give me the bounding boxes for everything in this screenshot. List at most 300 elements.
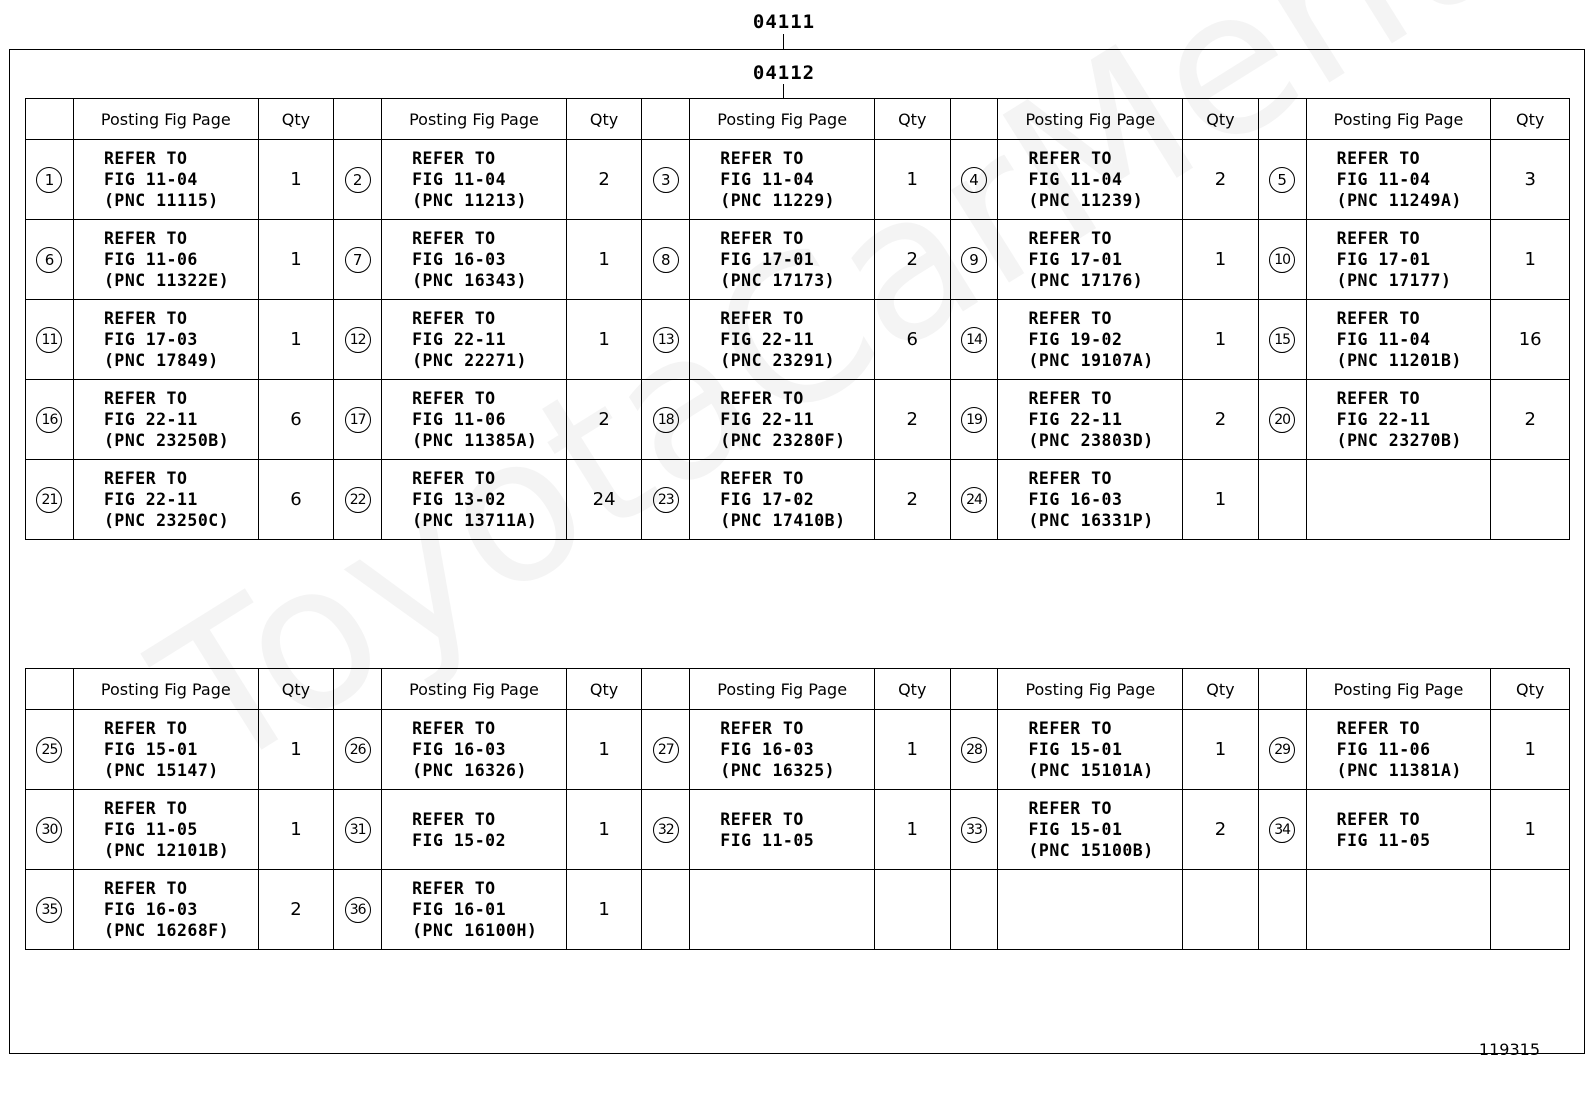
item-number-badge: 21 (36, 487, 62, 513)
item-number-badge: 32 (653, 817, 679, 843)
item-number-cell (26, 460, 74, 540)
item-number-badge: 19 (961, 407, 987, 433)
posting-reference-cell (73, 710, 258, 790)
reference-line-refer-to: REFER TO (103, 799, 188, 818)
quantity-cell: 2 (566, 140, 642, 220)
posting-reference-cell (998, 300, 1183, 380)
quantity-cell (875, 870, 951, 950)
posting-reference-cell (1306, 460, 1491, 540)
header-qty: Qty (1491, 669, 1570, 710)
reference-line-fig: FIG 11-05 (103, 820, 198, 839)
item-number-badge: 12 (345, 327, 371, 353)
item-number-cell (1258, 380, 1306, 460)
table-row (26, 220, 1570, 300)
quantity-cell: 6 (258, 380, 334, 460)
posting-reference-cell (73, 460, 258, 540)
item-number-cell (334, 220, 382, 300)
reference-line-refer-to: REFER TO (412, 229, 496, 248)
header-qty: Qty (258, 99, 334, 140)
item-number-cell (642, 300, 690, 380)
item-number-cell (334, 870, 382, 950)
header-posting-fig-page: Posting Fig Page (1306, 669, 1491, 710)
reference-line-fig: FIG 15-02 (412, 830, 507, 850)
item-number-cell (334, 710, 382, 790)
reference-line-refer-to: REFER TO (412, 389, 496, 408)
reference-line-pnc: (PNC 16326) (412, 761, 527, 780)
quantity-cell: 6 (875, 300, 951, 380)
reference-line-pnc: (PNC 19107A) (1028, 351, 1154, 370)
reference-line-refer-to: REFER TO (103, 229, 188, 248)
quantity-cell: 2 (875, 460, 951, 540)
reference-line-fig: FIG 22-11 (720, 410, 815, 429)
item-number-cell (334, 300, 382, 380)
reference-line-fig: FIG 11-04 (720, 170, 815, 189)
quantity-cell: 24 (566, 460, 642, 540)
reference-line-refer-to: REFER TO (412, 469, 496, 488)
item-number-cell (950, 790, 998, 870)
quantity-cell: 1 (875, 790, 951, 870)
reference-line-fig: FIG 11-06 (103, 250, 198, 269)
reference-line-refer-to: REFER TO (1336, 389, 1421, 408)
reference-line-refer-to: REFER TO (103, 879, 188, 898)
reference-line-fig: FIG 22-11 (103, 490, 198, 509)
quantity-cell: 1 (875, 140, 951, 220)
header-number-cell (334, 669, 382, 710)
header-posting-fig-page: Posting Fig Page (998, 669, 1183, 710)
reference-line-fig: FIG 16-03 (720, 740, 815, 759)
posting-reference-cell (1306, 300, 1491, 380)
item-number-cell (642, 710, 690, 790)
item-number-badge: 26 (345, 737, 371, 763)
table-row (26, 790, 1570, 870)
reference-line-refer-to: REFER TO (720, 309, 804, 328)
reference-line-fig: FIG 11-04 (412, 170, 507, 189)
reference-line-refer-to: REFER TO (1336, 719, 1421, 738)
reference-line-refer-to: REFER TO (412, 809, 496, 829)
item-number-badge: 4 (961, 167, 987, 193)
reference-line-pnc: (PNC 15147) (103, 761, 219, 780)
quantity-cell: 1 (1491, 220, 1570, 300)
reference-line-refer-to: REFER TO (103, 309, 188, 328)
quantity-cell: 1 (566, 790, 642, 870)
reference-line-pnc: (PNC 17410B) (720, 511, 846, 530)
quantity-cell: 1 (258, 140, 334, 220)
group-code-leader (783, 34, 784, 49)
quantity-cell: 1 (1183, 710, 1259, 790)
header-posting-fig-page: Posting Fig Page (73, 669, 258, 710)
item-number-badge: 13 (653, 327, 679, 353)
quantity-cell: 1 (1183, 220, 1259, 300)
posting-reference-cell (690, 870, 875, 950)
quantity-cell: 1 (566, 300, 642, 380)
item-number-cell (950, 710, 998, 790)
reference-line-pnc: (PNC 17173) (720, 271, 836, 290)
reference-line-pnc: (PNC 17177) (1336, 271, 1452, 290)
posting-reference-cell (382, 460, 567, 540)
header-posting-fig-page: Posting Fig Page (998, 99, 1183, 140)
reference-line-refer-to: REFER TO (412, 879, 496, 898)
reference-line-pnc: (PNC 12101B) (103, 841, 230, 860)
item-number-badge: 31 (345, 817, 371, 843)
posting-reference-cell (998, 140, 1183, 220)
header-number-cell (642, 669, 690, 710)
header-posting-fig-page: Posting Fig Page (1306, 99, 1491, 140)
reference-line-fig: FIG 16-03 (412, 740, 507, 759)
reference-line-pnc: (PNC 17176) (1028, 271, 1144, 290)
quantity-cell: 1 (1183, 300, 1259, 380)
header-qty: Qty (875, 669, 951, 710)
reference-line-refer-to: REFER TO (1028, 149, 1112, 168)
item-number-badge: 2 (345, 167, 371, 193)
quantity-cell (1491, 870, 1570, 950)
header-qty: Qty (566, 669, 642, 710)
reference-line-pnc: (PNC 16331P) (1028, 511, 1154, 530)
reference-line-pnc: (PNC 11249A) (1336, 191, 1462, 210)
item-number-cell (26, 140, 74, 220)
reference-line-fig: FIG 11-04 (1336, 330, 1431, 349)
item-number-badge: 17 (345, 407, 371, 433)
header-posting-fig-page: Posting Fig Page (382, 669, 567, 710)
item-number-cell (26, 870, 74, 950)
item-number-badge: 36 (345, 897, 371, 923)
posting-reference-cell (690, 300, 875, 380)
quantity-cell: 1 (1491, 710, 1570, 790)
reference-line-fig: FIG 19-02 (1028, 330, 1123, 349)
posting-reference-cell (382, 220, 567, 300)
posting-reference-cell (1306, 380, 1491, 460)
table-row (26, 380, 1570, 460)
quantity-cell: 2 (1183, 790, 1259, 870)
item-number-badge: 29 (1269, 737, 1295, 763)
reference-line-refer-to: REFER TO (103, 149, 188, 168)
posting-reference-cell (73, 870, 258, 950)
reference-line-pnc: (PNC 11322E) (103, 271, 230, 290)
posting-reference-cell (1306, 790, 1491, 870)
reference-line-refer-to: REFER TO (1336, 149, 1421, 168)
item-number-cell (950, 460, 998, 540)
figure-number: 119315 (1478, 1040, 1540, 1059)
header-posting-fig-page: Posting Fig Page (690, 99, 875, 140)
quantity-cell: 16 (1491, 300, 1570, 380)
item-number-badge: 5 (1269, 167, 1295, 193)
posting-reference-cell (998, 460, 1183, 540)
reference-line-pnc: (PNC 11115) (103, 191, 219, 210)
header-number-cell (1258, 669, 1306, 710)
posting-reference-cell (73, 300, 258, 380)
sub-code-leader (783, 84, 784, 99)
reference-line-fig: FIG 15-01 (1028, 740, 1123, 759)
table-row (26, 140, 1570, 220)
quantity-cell: 2 (1183, 140, 1259, 220)
item-number-badge: 22 (345, 487, 371, 513)
reference-line-refer-to: REFER TO (1336, 309, 1421, 328)
item-number-badge: 3 (653, 167, 679, 193)
item-number-badge: 10 (1269, 247, 1295, 273)
quantity-cell: 1 (258, 220, 334, 300)
reference-line-fig: FIG 22-11 (720, 330, 815, 349)
reference-line-refer-to: REFER TO (1028, 469, 1112, 488)
reference-line-refer-to: REFER TO (720, 809, 804, 829)
reference-line-refer-to: REFER TO (103, 469, 188, 488)
header-number-cell (950, 669, 998, 710)
reference-line-pnc: (PNC 16268F) (103, 921, 230, 940)
quantity-cell: 1 (1183, 460, 1259, 540)
reference-line-fig: FIG 16-03 (1028, 490, 1123, 509)
quantity-cell (1491, 460, 1570, 540)
reference-line-fig: FIG 16-03 (412, 250, 507, 269)
item-number-badge: 15 (1269, 327, 1295, 353)
reference-line-fig: FIG 16-01 (412, 900, 507, 919)
reference-line-fig: FIG 22-11 (412, 330, 507, 349)
reference-line-refer-to: REFER TO (412, 149, 496, 168)
item-number-cell (642, 380, 690, 460)
sub-code: 04112 (752, 62, 816, 84)
item-number-cell (334, 140, 382, 220)
item-number-cell (1258, 870, 1306, 950)
item-number-badge: 1 (36, 167, 62, 193)
posting-reference-cell (998, 220, 1183, 300)
reference-line-fig: FIG 11-04 (1028, 170, 1123, 189)
posting-reference-cell (1306, 710, 1491, 790)
reference-line-fig: FIG 11-06 (1336, 740, 1431, 759)
item-number-cell (1258, 790, 1306, 870)
posting-reference-cell (382, 140, 567, 220)
item-number-badge: 14 (961, 327, 987, 353)
item-number-badge: 28 (961, 737, 987, 763)
posting-reference-cell (1306, 140, 1491, 220)
item-number-badge: 6 (36, 247, 62, 273)
item-number-badge: 20 (1269, 407, 1295, 433)
group-code: 04111 (752, 11, 816, 33)
item-number-cell (642, 870, 690, 950)
header-qty: Qty (566, 99, 642, 140)
item-number-cell (642, 140, 690, 220)
quantity-cell: 6 (258, 460, 334, 540)
reference-line-refer-to: REFER TO (412, 309, 496, 328)
item-number-badge: 34 (1269, 817, 1295, 843)
reference-line-pnc: (PNC 11229) (720, 191, 836, 210)
posting-reference-cell (690, 790, 875, 870)
item-number-badge: 11 (36, 327, 62, 353)
table-row (26, 710, 1570, 790)
item-number-cell (26, 790, 74, 870)
reference-line-fig: FIG 17-01 (1028, 250, 1123, 269)
reference-line-pnc: (PNC 16325) (720, 761, 836, 780)
reference-line-fig: FIG 17-01 (720, 250, 815, 269)
reference-line-refer-to: REFER TO (103, 389, 188, 408)
quantity-cell: 1 (258, 790, 334, 870)
item-number-badge: 25 (36, 737, 62, 763)
reference-line-refer-to: REFER TO (720, 719, 804, 738)
reference-line-refer-to: REFER TO (1028, 309, 1112, 328)
quantity-cell: 1 (566, 220, 642, 300)
item-number-cell (950, 220, 998, 300)
item-number-cell (642, 220, 690, 300)
posting-reference-cell (998, 710, 1183, 790)
item-number-badge: 18 (653, 407, 679, 433)
reference-line-pnc: (PNC 17849) (103, 351, 219, 370)
reference-line-pnc: (PNC 11385A) (412, 431, 538, 450)
header-qty: Qty (1183, 99, 1259, 140)
reference-line-refer-to: REFER TO (1336, 229, 1421, 248)
quantity-cell (1183, 870, 1259, 950)
item-number-badge: 27 (653, 737, 679, 763)
reference-line-refer-to: REFER TO (720, 229, 804, 248)
reference-line-pnc: (PNC 23250C) (103, 511, 230, 530)
reference-line-pnc: (PNC 16343) (412, 271, 527, 290)
header-row (26, 99, 1570, 140)
reference-line-pnc: (PNC 15101A) (1028, 761, 1154, 780)
reference-line-fig: FIG 17-02 (720, 490, 815, 509)
item-number-cell (950, 870, 998, 950)
posting-reference-cell (690, 140, 875, 220)
header-qty: Qty (258, 669, 334, 710)
reference-line-fig: FIG 11-05 (1336, 830, 1431, 850)
posting-reference-cell (382, 870, 567, 950)
quantity-cell: 1 (1491, 790, 1570, 870)
header-qty: Qty (1491, 99, 1570, 140)
reference-line-fig: FIG 17-03 (103, 330, 198, 349)
header-posting-fig-page: Posting Fig Page (690, 669, 875, 710)
quantity-cell: 1 (258, 710, 334, 790)
table-row (26, 300, 1570, 380)
posting-reference-cell (382, 710, 567, 790)
quantity-cell: 1 (258, 300, 334, 380)
header-number-cell (26, 669, 74, 710)
reference-line-refer-to: REFER TO (1028, 389, 1112, 408)
header-number-cell (950, 99, 998, 140)
item-number-badge: 24 (961, 487, 987, 513)
item-number-cell (26, 300, 74, 380)
item-number-badge: 7 (345, 247, 371, 273)
posting-reference-cell (690, 380, 875, 460)
reference-line-refer-to: REFER TO (720, 149, 804, 168)
header-row (26, 669, 1570, 710)
quantity-cell: 1 (566, 870, 642, 950)
reference-line-pnc: (PNC 11201B) (1336, 351, 1462, 370)
item-number-badge: 23 (653, 487, 679, 513)
item-number-cell (1258, 140, 1306, 220)
item-number-badge: 35 (36, 897, 62, 923)
item-number-cell (1258, 710, 1306, 790)
reference-line-pnc: (PNC 13711A) (412, 511, 538, 530)
reference-line-pnc: (PNC 23291) (720, 351, 836, 370)
posting-reference-cell (73, 220, 258, 300)
reference-line-fig: FIG 17-01 (1336, 250, 1431, 269)
item-number-cell (334, 460, 382, 540)
posting-reference-cell (998, 790, 1183, 870)
quantity-cell: 3 (1491, 140, 1570, 220)
reference-line-pnc: (PNC 15100B) (1028, 841, 1154, 860)
quantity-cell: 1 (566, 710, 642, 790)
reference-line-fig: FIG 11-06 (412, 410, 507, 429)
reference-line-fig: FIG 11-04 (103, 170, 198, 189)
item-number-badge: 8 (653, 247, 679, 273)
item-number-cell (642, 790, 690, 870)
item-number-badge: 9 (961, 247, 987, 273)
quantity-cell: 1 (875, 710, 951, 790)
reference-line-fig: FIG 11-04 (1336, 170, 1431, 189)
posting-reference-cell (382, 380, 567, 460)
header-number-cell (642, 99, 690, 140)
reference-line-refer-to: REFER TO (1028, 229, 1112, 248)
reference-line-fig: FIG 22-11 (1336, 410, 1431, 429)
reference-line-fig: FIG 16-03 (103, 900, 198, 919)
item-number-cell (950, 300, 998, 380)
reference-line-fig: FIG 13-02 (412, 490, 507, 509)
item-number-cell (642, 460, 690, 540)
item-number-cell (334, 380, 382, 460)
item-number-cell (1258, 300, 1306, 380)
item-number-cell (1258, 460, 1306, 540)
reference-line-refer-to: REFER TO (412, 719, 496, 738)
quantity-cell: 2 (566, 380, 642, 460)
header-qty: Qty (1183, 669, 1259, 710)
item-number-badge: 33 (961, 817, 987, 843)
posting-reference-cell (73, 790, 258, 870)
reference-line-pnc: (PNC 11381A) (1336, 761, 1462, 780)
reference-line-fig: FIG 15-01 (1028, 820, 1123, 839)
posting-reference-cell (690, 460, 875, 540)
reference-line-refer-to: REFER TO (1028, 799, 1112, 818)
posting-reference-cell (382, 300, 567, 380)
reference-line-pnc: (PNC 11213) (412, 191, 527, 210)
item-number-badge: 16 (36, 407, 62, 433)
item-number-cell (26, 710, 74, 790)
quantity-cell: 2 (1491, 380, 1570, 460)
reference-line-refer-to: REFER TO (103, 719, 188, 738)
quantity-cell: 2 (1183, 380, 1259, 460)
posting-reference-cell (73, 140, 258, 220)
header-number-cell (26, 99, 74, 140)
item-number-cell (950, 380, 998, 460)
quantity-cell: 2 (875, 380, 951, 460)
quantity-cell: 2 (875, 220, 951, 300)
reference-line-refer-to: REFER TO (1028, 719, 1112, 738)
posting-reference-cell (998, 380, 1183, 460)
reference-line-refer-to: REFER TO (720, 469, 804, 488)
reference-line-refer-to: REFER TO (1336, 809, 1421, 829)
item-number-cell (950, 140, 998, 220)
posting-reference-cell (73, 380, 258, 460)
table-row (26, 870, 1570, 950)
reference-line-fig: FIG 11-05 (720, 830, 815, 850)
reference-table-2 (25, 668, 1570, 950)
posting-reference-cell (382, 790, 567, 870)
reference-line-pnc: (PNC 23270B) (1336, 431, 1462, 450)
reference-line-pnc: (PNC 11239) (1028, 191, 1144, 210)
table-row (26, 460, 1570, 540)
reference-line-pnc: (PNC 23250B) (103, 431, 230, 450)
reference-line-fig: FIG 22-11 (1028, 410, 1123, 429)
reference-table-1 (25, 98, 1570, 540)
posting-reference-cell (998, 870, 1183, 950)
reference-line-fig: FIG 15-01 (103, 740, 198, 759)
header-qty: Qty (875, 99, 951, 140)
posting-reference-cell (690, 710, 875, 790)
reference-line-fig: FIG 22-11 (103, 410, 198, 429)
item-number-badge: 30 (36, 817, 62, 843)
item-number-cell (1258, 220, 1306, 300)
header-number-cell (1258, 99, 1306, 140)
posting-reference-cell (1306, 220, 1491, 300)
item-number-cell (334, 790, 382, 870)
quantity-cell: 2 (258, 870, 334, 950)
posting-reference-cell (690, 220, 875, 300)
header-posting-fig-page: Posting Fig Page (73, 99, 258, 140)
header-number-cell (334, 99, 382, 140)
reference-line-pnc: (PNC 23803D) (1028, 431, 1154, 450)
